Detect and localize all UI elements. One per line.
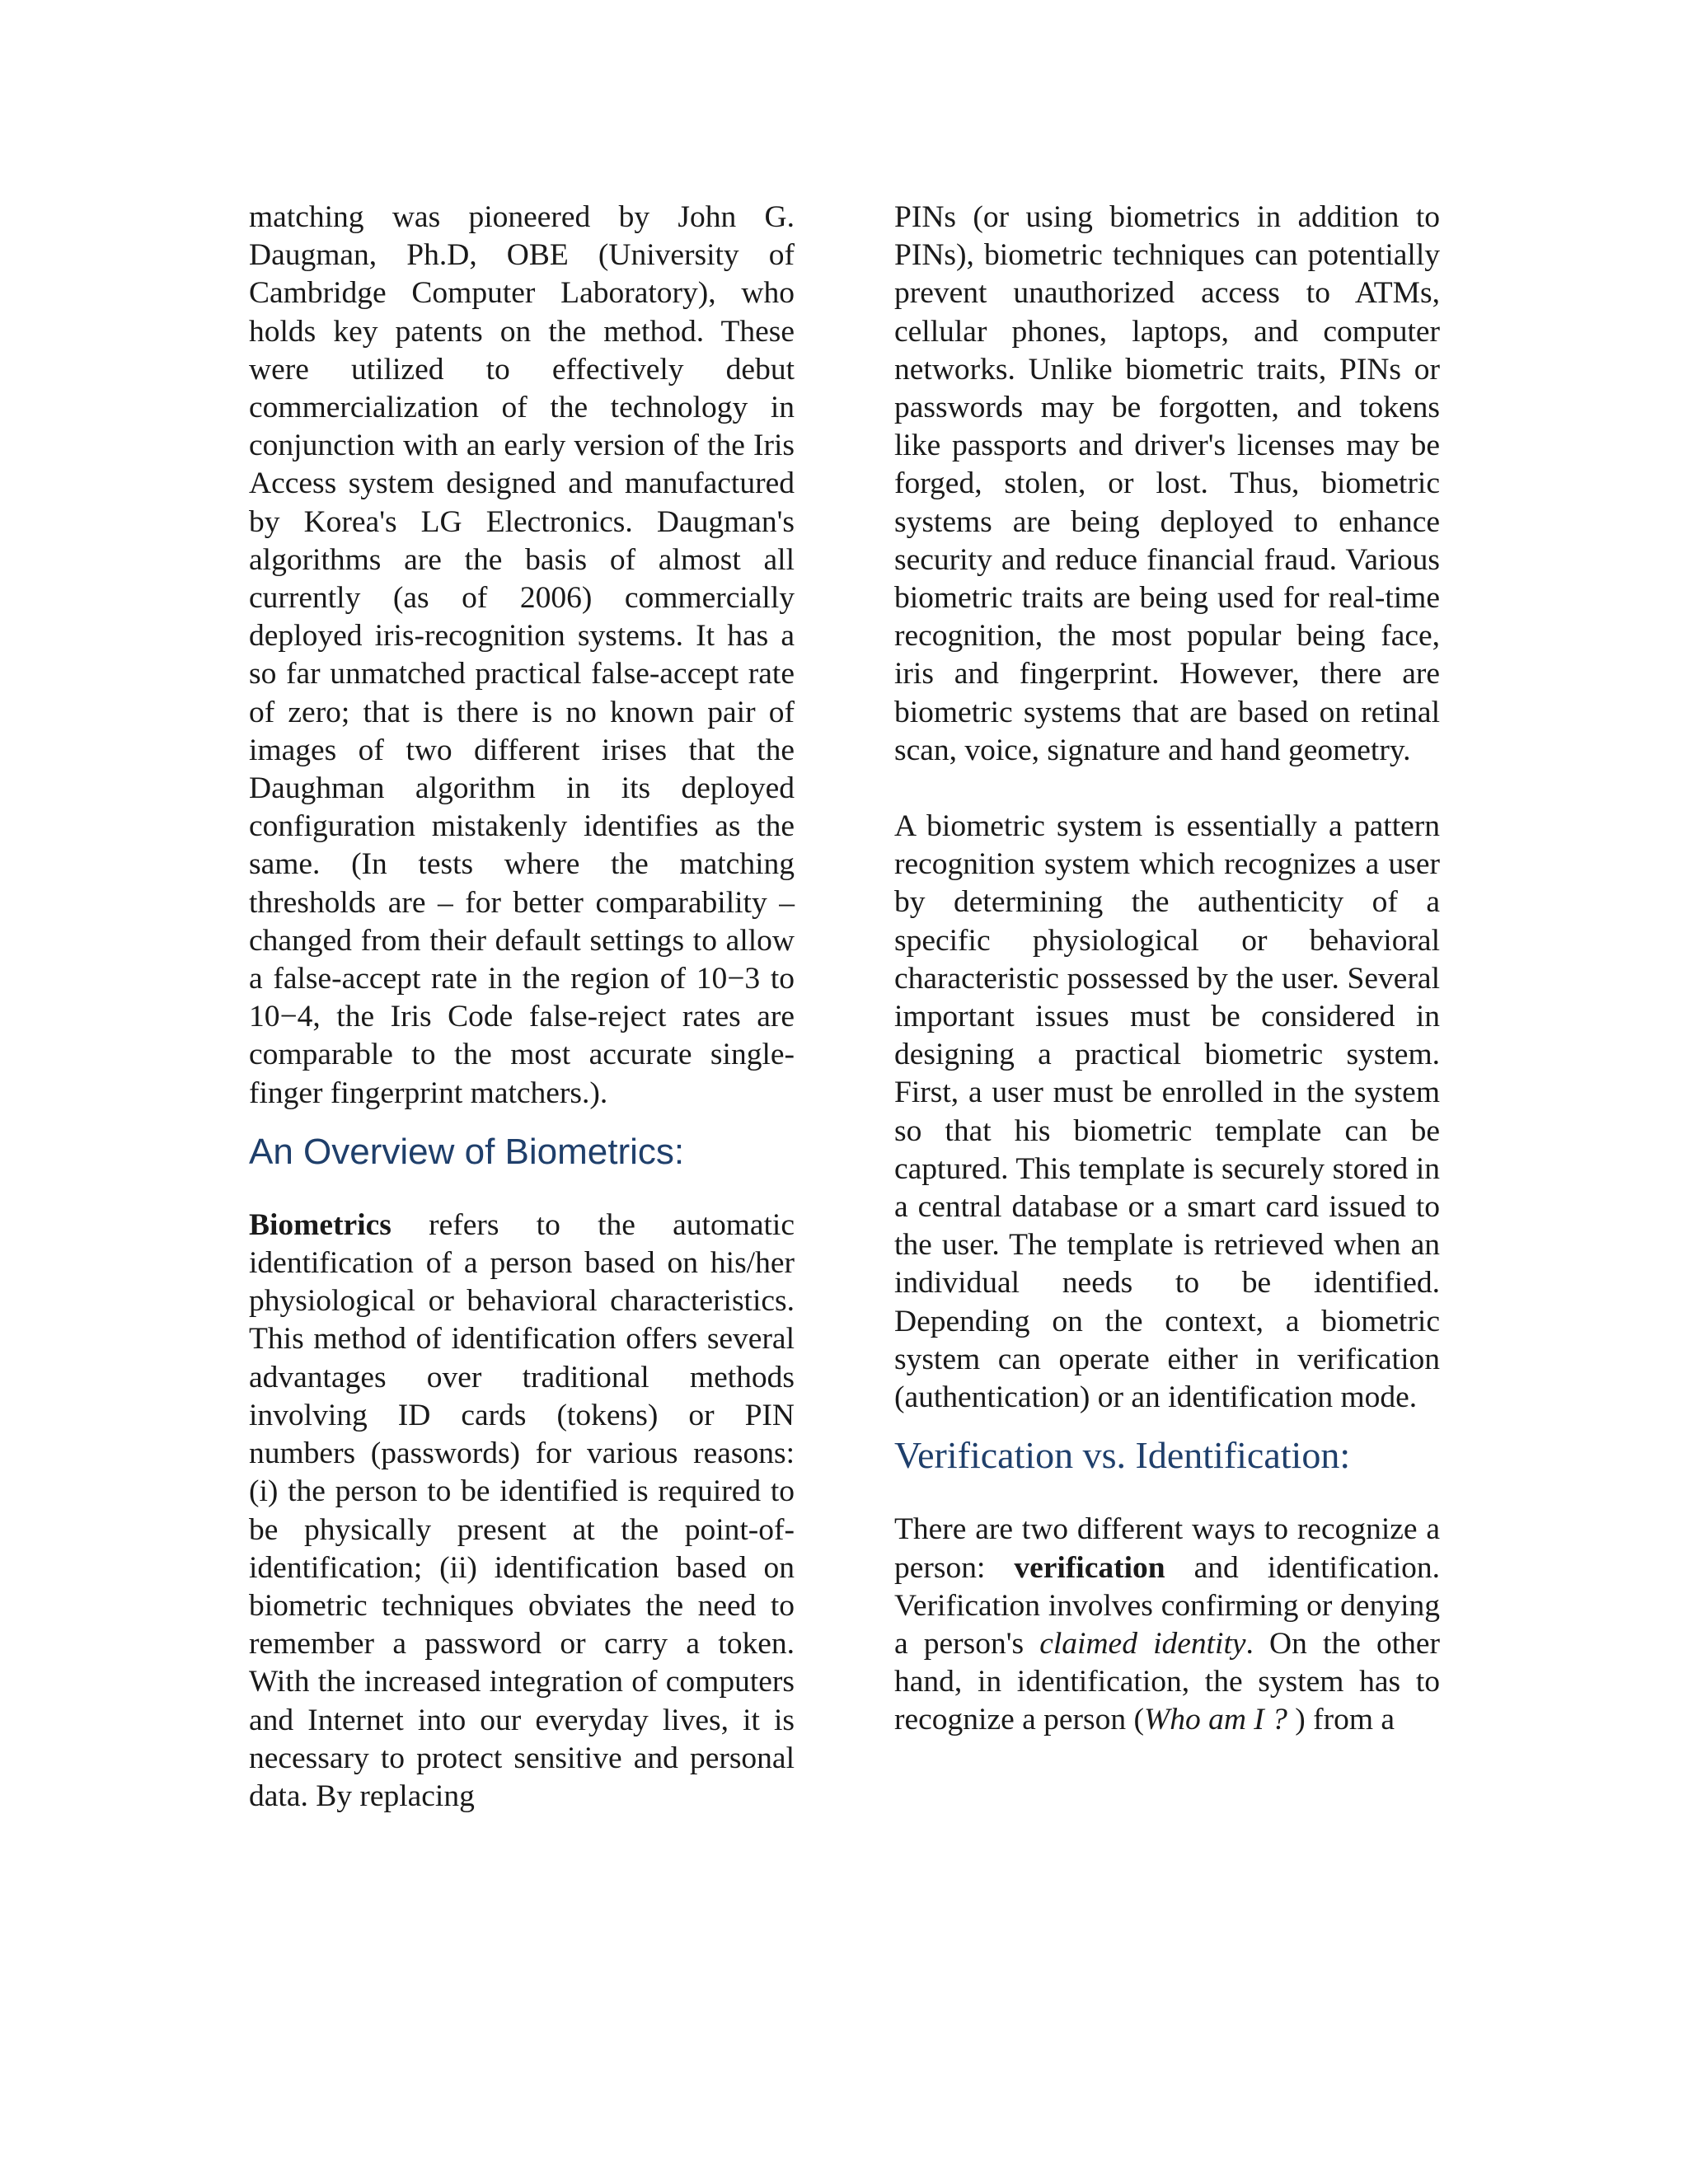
body-paragraph: matching was pioneered by John G. Daugman, Ph.D, OBE (University of Cambridge Computer Laboratory), who holds key patents on the method. These were utilized to effectively debut commercialization of the technology in conjunction with an early version of the Iris Access system designed and manufactured by Korea's LG Electronics. Daugman's algorithms are the basis of almost all currently (as of 2006) commercially deployed iris-recognition systems. It has a so far unmatched practical false-accept rate of zero; that is there is no known pair of images of two different irises that the Daughman algorithm in its deployed configuration mistakenly identifies as the same. (In tests where the matching thresholds are – for better comparability – changed from their default settings to allow a false-accept rate in the region of 10−3 to 10−4, the Iris Code false-reject rates are comparable to the most accurate single-finger fingerprint matchers.). <box>249 200 795 1110</box>
italic-term: claimed identity <box>1039 1626 1246 1661</box>
body-paragraph: There are two different ways to recognize a person: verification and identification. Verification involves confirming or denying a person's claimed identity. On the other hand, in identification, the system has to recognize a person (Who am I ? ) from a <box>894 1512 1440 1737</box>
italic-term: Who am I ? <box>1143 1703 1287 1737</box>
body-paragraph: Biometrics refers to the automatic identification of a person based on his/her physiological or behavioral characteristics. This method of identification offers several advantages over traditional methods involving ID cards (tokens) or PIN numbers (passwords) for various reasons: (i) the person to be identified is required to be physically present at the point-of-identification; (ii) identification based on biometric techniques obviates the need to remember a password or carry a token. With the increased integration of computers and Internet into our everyday lives, it is necessary to protect sensitive and personal data. By replacing <box>249 1207 795 1813</box>
right-column <box>894 199 1440 1740</box>
body-paragraph: A biometric system is essentially a pattern recognition system which recognizes a user by determining the authenticity of a specific physiological or behavioral characteristic possessed by the user. Several important issues must be considered in designing a practical biometric system. First, a user must be enrolled in the system so that his biometric template can be captured. This template is securely stored in a central database or a smart card issued to the user. The template is retrieved when an individual needs to be identified. Depending on the context, a biometric system can operate either in verification (authentication) or an identification mode. <box>894 809 1440 1415</box>
bold-term: verification <box>1014 1550 1165 1585</box>
section-heading-verification: Verification vs. Identification: <box>894 1434 1351 1477</box>
body-paragraph: PINs (or using biometrics in addition to PINs), biometric techniques can potentially prevent unauthorized access to ATMs, cellular phones, laptops, and computer networks. Unlike biometric traits, PINs or passwords may be forgotten, and tokens like passports and driver's licenses may be forged, stolen, or lost. Thus, biometric systems are being deployed to enhance security and reduce financial fraud. Various biometric traits are being used for real-time recognition, the most popular being face, iris and fingerprint. However, there are biometric systems that are based on retinal scan, voice, signature and hand geometry. <box>894 200 1440 767</box>
bold-term: Biometrics <box>249 1207 392 1242</box>
left-column <box>249 199 795 1816</box>
section-heading-overview: An Overview of Biometrics: <box>249 1131 685 1172</box>
